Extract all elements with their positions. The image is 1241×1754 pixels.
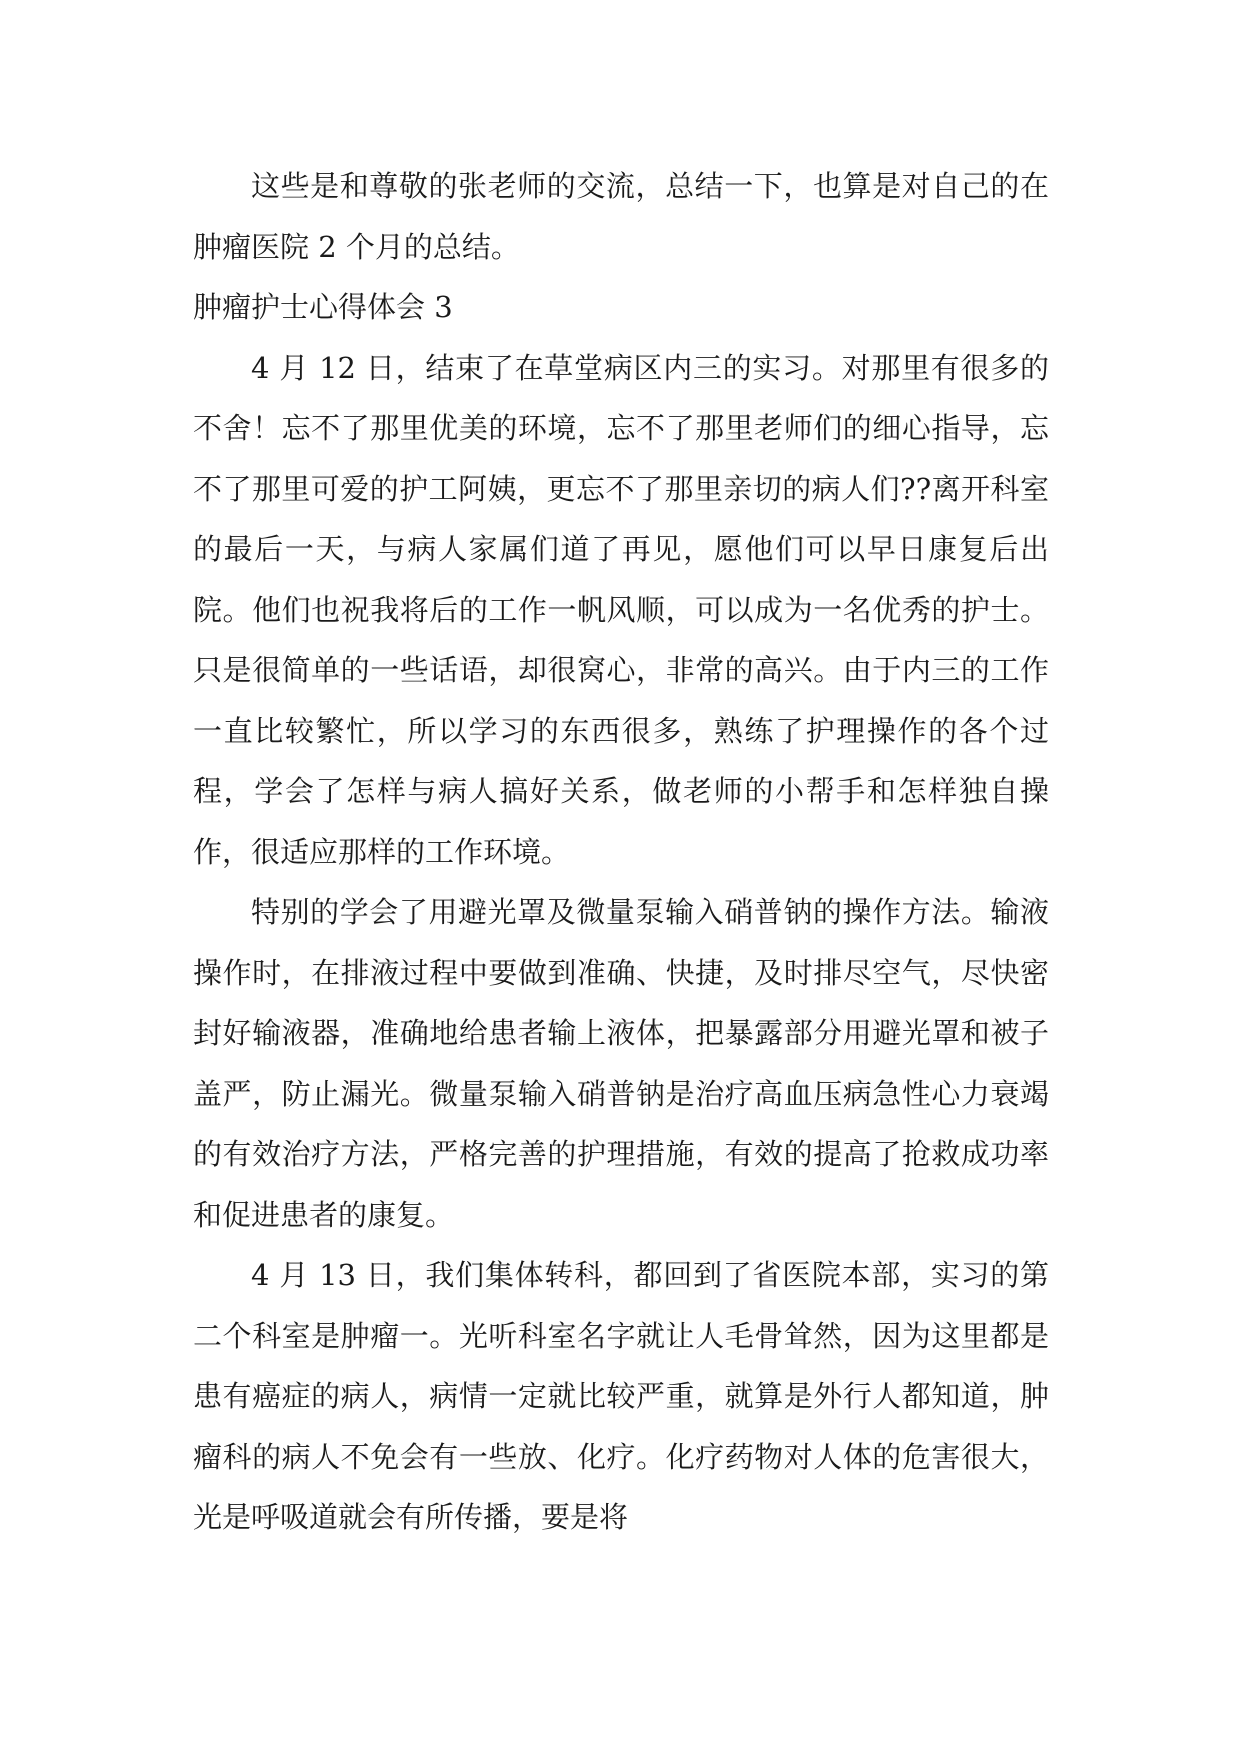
paragraph-april-13: 4 月 13 日，我们集体转科，都回到了省医院本部，实习的第二个科室是肿瘤一。光听科室名字就让人毛骨耸然，因为这里都是患有癌症的病人，病情一定就比较严重，就算是外行人都知道，肿瘤科的病人不免会有一些放、化疗。化疗药物对人体的危害很大，光是呼吸道就会有所传播，要是将: [193, 1258, 1049, 1534]
section-heading: 肿瘤护士心得体会 3: [193, 290, 453, 324]
paragraph-closing-summary: 这些是和尊敬的张老师的交流，总结一下，也算是对自己的在肿瘤医院 2 个月的总结。: [193, 169, 1049, 264]
document-page: [193, 156, 1049, 1548]
paragraph-light-shield-operation: 特别的学会了用避光罩及微量泵输入硝普钠的操作方法。输液操作时，在排液过程中要做到准确、快捷，及时排尽空气，尽快密封好输液器，准确地给患者输上液体，把暴露部分用避光罩和被子盖严，防止漏光。微量泵输入硝普钠是治疗高血压病急性心力衰竭的有效治疗方法，严格完善的护理措施，有效的提高了抢救成功率和促进患者的康复。: [193, 895, 1049, 1232]
paragraph-april-12: 4 月 12 日，结束了在草堂病区内三的实习。对那里有很多的不舍！忘不了那里优美的环境，忘不了那里老师们的细心指导，忘不了那里可爱的护工阿姨，更忘不了那里亲切的病人们??离开科室的最后一天，与病人家属们道了再见，愿他们可以早日康复后出院。他们也祝我将后的工作一帆风顺，可以成为一名优秀的护士。只是很简单的一些话语，却很窝心，非常的高兴。由于内三的工作一直比较繁忙，所以学习的东西很多，熟练了护理操作的各个过程，学会了怎样与病人搞好关系，做老师的小帮手和怎样独自操作，很适应那样的工作环境。: [193, 350, 1049, 869]
